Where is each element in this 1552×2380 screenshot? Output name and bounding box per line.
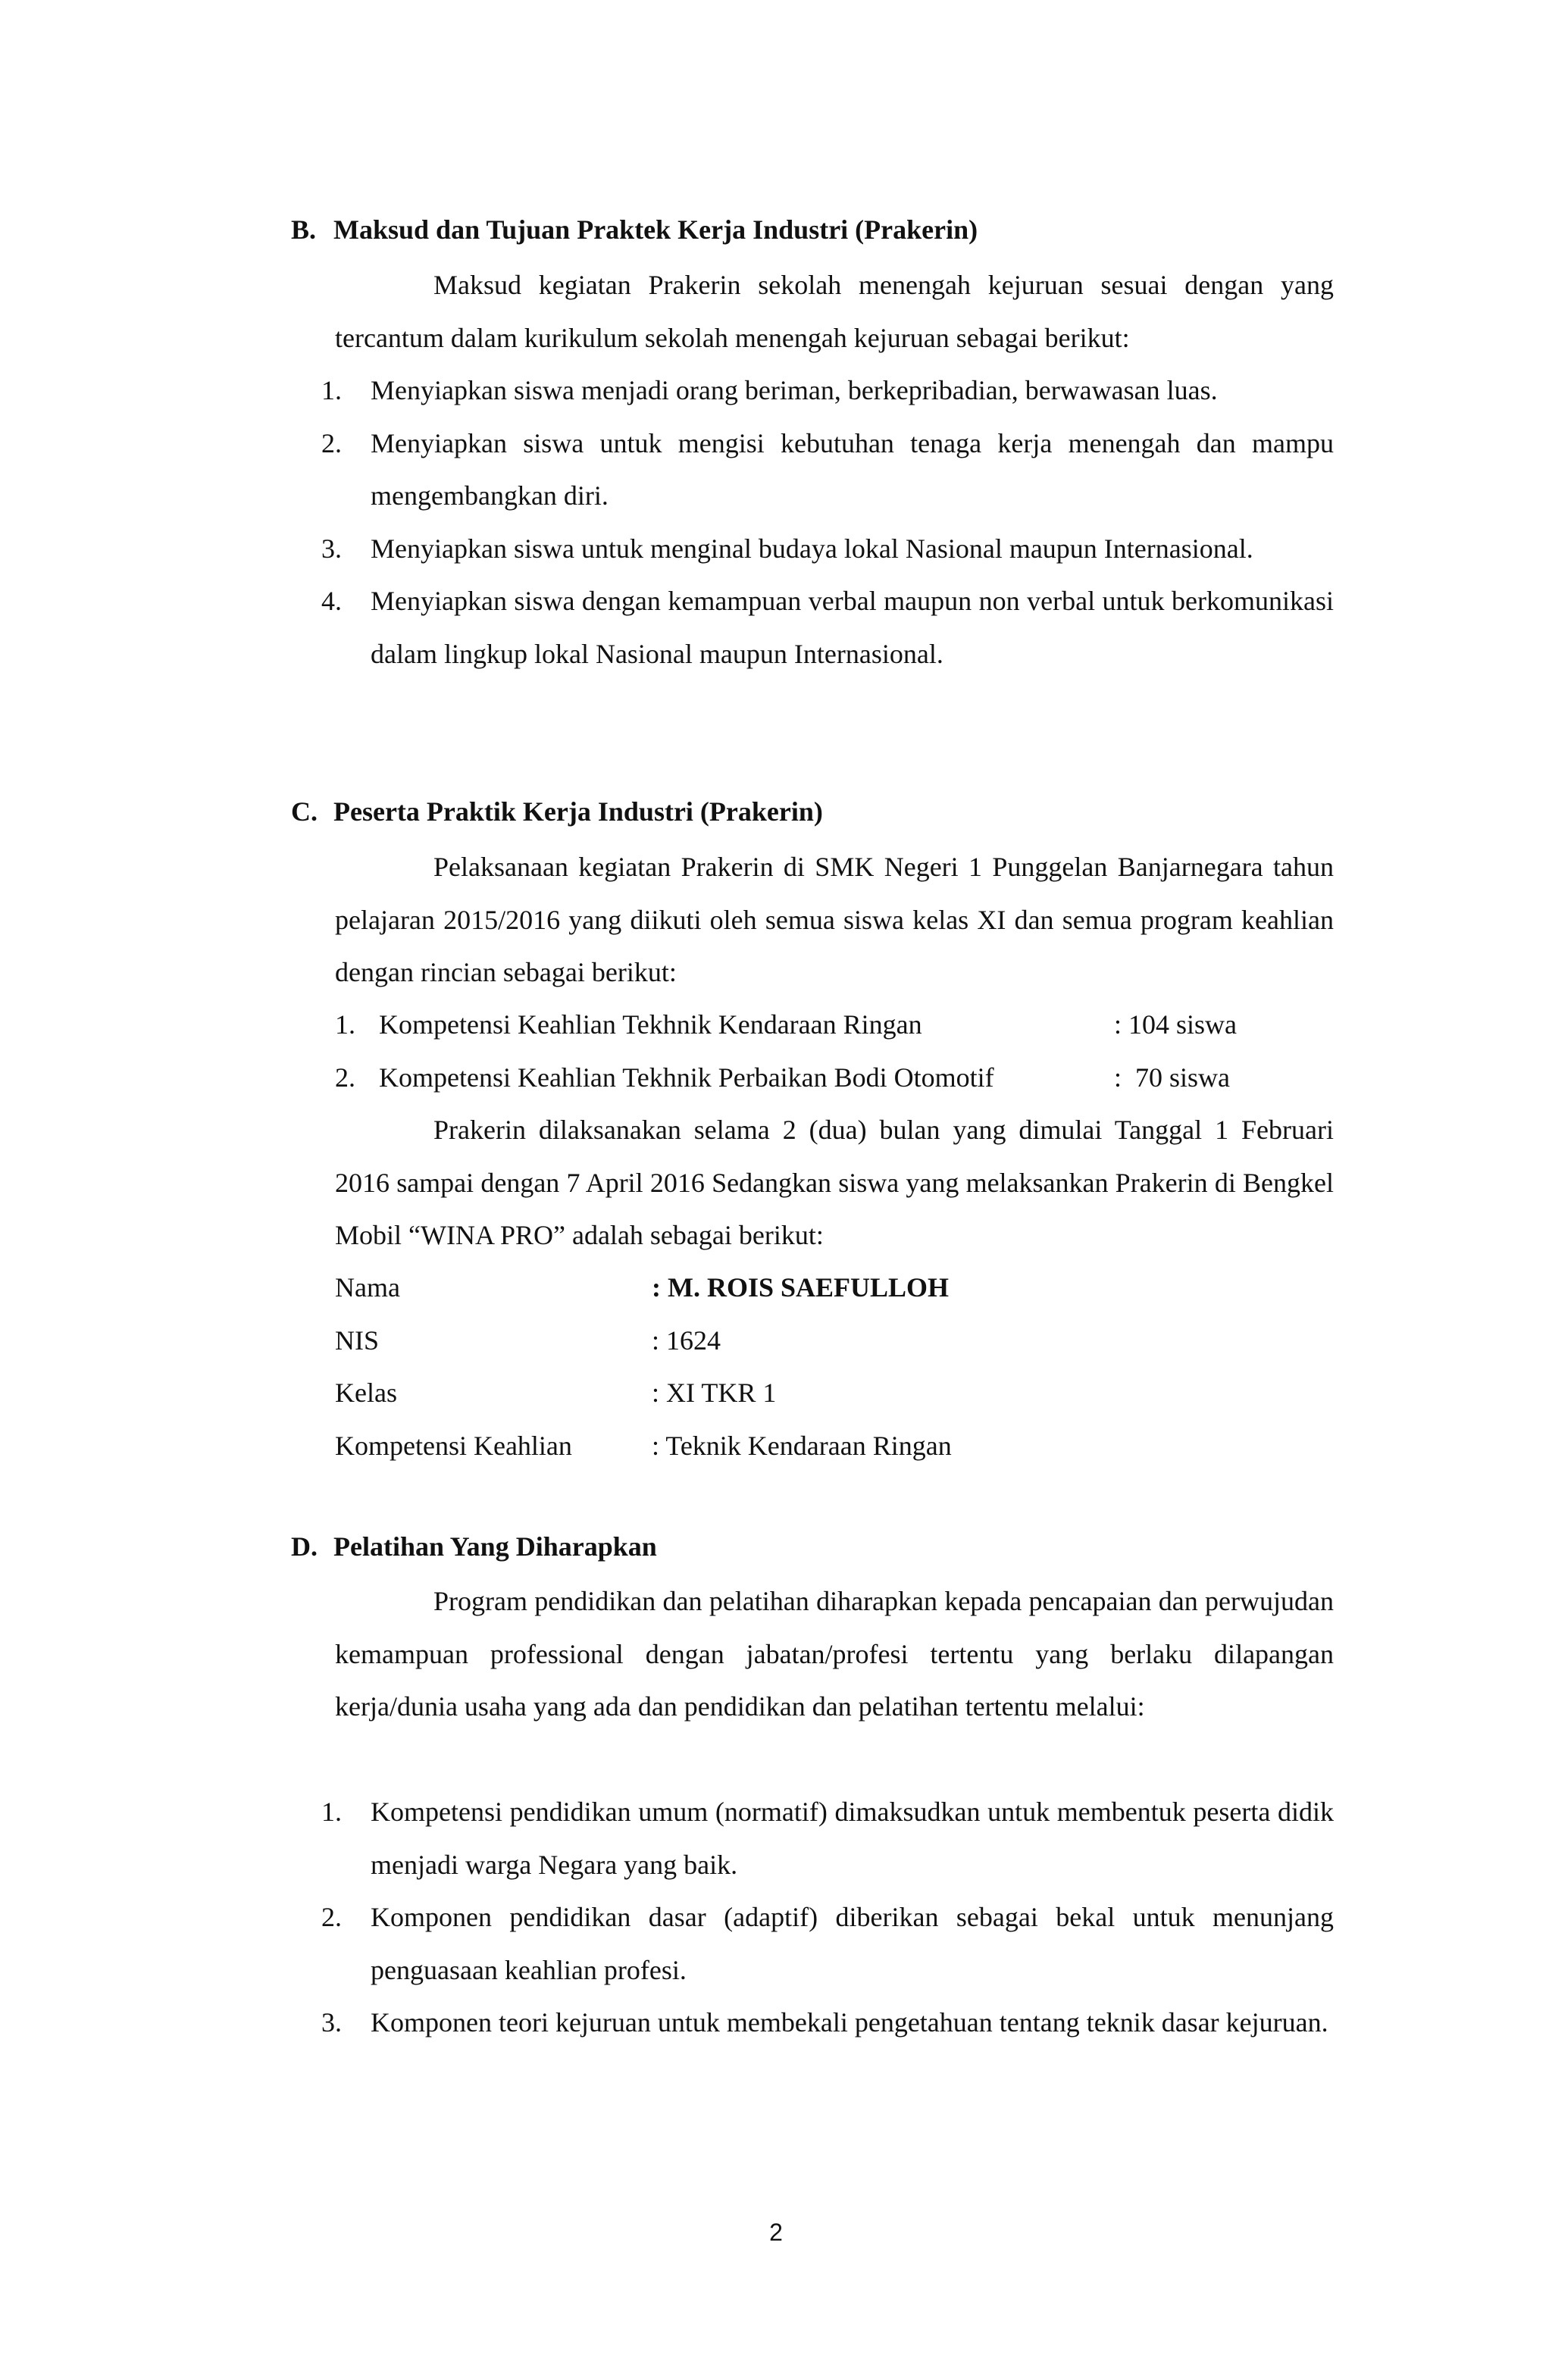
- student-competency-label: Kompetensi Keahlian: [335, 1431, 572, 1461]
- student-class-value: : XI TKR 1: [652, 1378, 777, 1408]
- student-class-row: [335, 1367, 777, 1420]
- list-item-number: 3.: [321, 533, 342, 564]
- list-item-number: 4.: [321, 586, 342, 616]
- section-b-letter: B.: [291, 214, 317, 245]
- competency-name: Kompetensi Keahlian Tekhnik Perbaikan Bodi Otomotif: [379, 1062, 994, 1093]
- list-item-text: Kompetensi pendidikan umum (normatif) dimaksudkan untuk membentuk peserta didik menjadi warga Negara yang baik.: [371, 1797, 1334, 1880]
- list-item-text: Komponen pendidikan dasar (adaptif) diberikan sebagai bekal untuk menunjang penguasaan keahlian profesi.: [371, 1902, 1334, 1985]
- student-competency-value: : Teknik Kendaraan Ringan: [652, 1431, 952, 1461]
- section-c-heading: [291, 793, 823, 830]
- list-item-number: 2.: [321, 427, 342, 458]
- list-item: [321, 1891, 1334, 1997]
- page-number: 2: [769, 2219, 783, 2246]
- student-class-label: Kelas: [335, 1378, 397, 1408]
- section-d-list: [321, 1786, 1334, 2050]
- list-item-text: Menyiapkan siswa menjadi orang beriman, berkepribadian, berwawasan luas.: [371, 375, 1218, 405]
- section-c-schedule: Prakerin dilaksanakan selama 2 (dua) bulan yang dimulai Tanggal 1 Februari 2016 sampai dengan 7 April 2016 Sedangkan siswa yang melaksankan Prakerin di Bengkel Mobil “WINA PRO” adalah sebagai berikut:: [335, 1115, 1334, 1250]
- student-nis-value: : 1624: [652, 1325, 721, 1356]
- section-d-letter: D.: [291, 1531, 318, 1562]
- list-item: [321, 1997, 1334, 2050]
- list-item: [321, 418, 1334, 523]
- list-item-number: 3.: [321, 2007, 342, 2038]
- student-name-label: Nama: [335, 1272, 400, 1303]
- student-name-value: : M. ROIS SAEFULLOH: [652, 1272, 950, 1303]
- section-c-title: Peserta Praktik Kerja Industri (Prakerin): [333, 796, 823, 827]
- list-item-number: 1.: [321, 375, 342, 405]
- competency-name: Kompetensi Keahlian Tekhnik Kendaraan Ringan: [379, 1009, 922, 1040]
- competency-row: [335, 1052, 1230, 1105]
- section-b-heading: [291, 211, 978, 249]
- section-c-intro: Pelaksanaan kegiatan Prakerin di SMK Negeri 1 Punggelan Banjarnegara tahun pelajaran 2015/2016 yang diikuti oleh semua siswa kelas XI dan semua program keahlian dengan rincian sebagai berikut:: [335, 852, 1334, 987]
- student-nis-row: [335, 1315, 721, 1368]
- competency-count: : 70 siswa: [1114, 1062, 1230, 1093]
- competency-row: [335, 999, 1237, 1052]
- list-item-number: 2.: [321, 1902, 342, 1932]
- section-d-heading: [291, 1528, 657, 1565]
- list-item: [321, 1786, 1334, 1891]
- section-b-list: [321, 364, 1334, 680]
- section-b-intro: Maksud kegiatan Prakerin sekolah menengah kejuruan sesuai dengan yang tercantum dalam kurikulum sekolah menengah kejuruan sebagai berikut:: [335, 270, 1334, 353]
- section-d-title: Pelatihan Yang Diharapkan: [333, 1531, 657, 1562]
- list-item-text: Menyiapkan siswa untuk mengisi kebutuhan tenaga kerja menengah dan mampu mengembangkan diri.: [371, 427, 1334, 511]
- section-b-title: Maksud dan Tujuan Praktek Kerja Industri (Prakerin): [333, 214, 978, 245]
- list-item-text: Menyiapkan siswa untuk menginal budaya lokal Nasional maupun Internasional.: [371, 533, 1253, 564]
- competency-number: 2.: [335, 1062, 355, 1093]
- list-item-text: Komponen teori kejuruan untuk membekali pengetahuan tentang teknik dasar kejuruan.: [371, 2007, 1328, 2038]
- list-item: [321, 364, 1334, 418]
- section-d-intro: Program pendidikan dan pelatihan diharapkan kepada pencapaian dan perwujudan kemampuan professional dengan jabatan/profesi tertentu yang berlaku dilapangan kerja/dunia usaha yang ada dan pendidikan dan pelatihan tertentu melalui:: [335, 1586, 1334, 1722]
- competency-number: 1.: [335, 1009, 355, 1040]
- list-item: [321, 523, 1334, 576]
- student-competency-row: [335, 1420, 952, 1473]
- competency-count: : 104 siswa: [1114, 1009, 1237, 1040]
- student-nis-label: NIS: [335, 1325, 380, 1356]
- list-item-text: Menyiapkan siswa dengan kemampuan verbal maupun non verbal untuk berkomunikasi dalam lingkup lokal Nasional maupun Internasional.: [371, 586, 1334, 669]
- list-item-number: 1.: [321, 1797, 342, 1827]
- student-name-row: [335, 1262, 950, 1315]
- list-item: [321, 575, 1334, 680]
- section-c-letter: C.: [291, 796, 318, 827]
